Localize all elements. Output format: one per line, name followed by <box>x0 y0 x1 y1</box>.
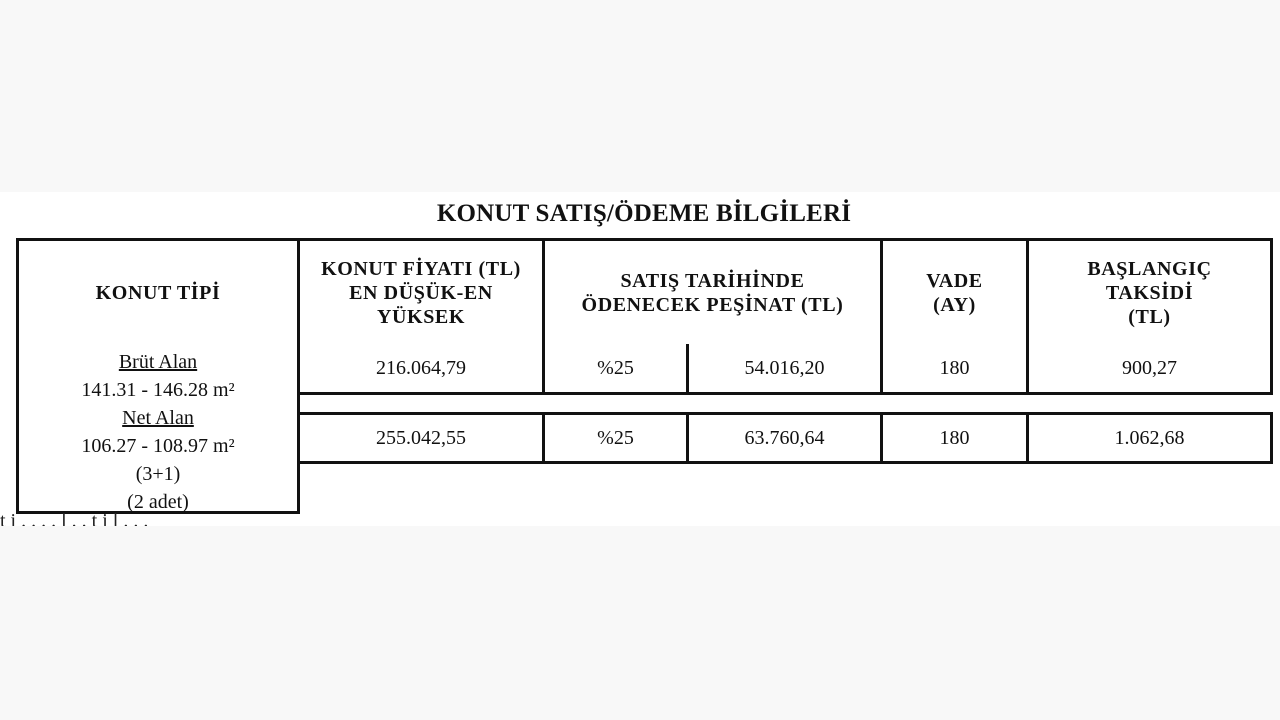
brut-alan-label: Brüt Alan <box>118 351 198 373</box>
row1-pesinat: 54.016,20 <box>744 356 825 379</box>
row2-oran: %25 <box>597 426 634 449</box>
header-vade: VADE (AY) <box>926 269 983 316</box>
cut-off-text: t i . . . . l . . t i l . . . <box>0 510 149 526</box>
document-page <box>0 192 1280 526</box>
header-pesinat: SATIŞ TARİHİNDE ÖDENECEK PEŞİNAT (TL) <box>581 269 844 316</box>
row1-fiyat: 216.064,79 <box>376 356 466 379</box>
row1-vade: 180 <box>939 356 970 379</box>
konut-count: (2 adet) <box>127 491 189 513</box>
brut-alan-value: 141.31 - 146.28 m² <box>81 379 235 401</box>
row2-vade: 180 <box>939 426 970 449</box>
document-title: KONUT SATIŞ/ÖDEME BİLGİLERİ <box>436 200 852 227</box>
row2-fiyat: 255.042,55 <box>376 426 466 449</box>
row2-pesinat: 63.760,64 <box>744 426 825 449</box>
header-baslangic-taksidi: BAŞLANGIÇ TAKSİDİ (TL) <box>1087 257 1212 328</box>
konut-type: (3+1) <box>135 463 181 485</box>
header-konut-tipi: KONUT TİPİ <box>95 281 221 304</box>
net-alan-value: 106.27 - 108.97 m² <box>81 435 235 457</box>
net-alan-label: Net Alan <box>122 407 194 429</box>
row2-taksit: 1.062,68 <box>1114 426 1185 449</box>
row1-oran: %25 <box>597 356 634 379</box>
row1-taksit: 900,27 <box>1122 356 1177 379</box>
header-konut-fiyati: KONUT FİYATI (TL) EN DÜŞÜK-EN YÜKSEK <box>321 257 521 328</box>
konut-tipi-content <box>19 348 297 516</box>
